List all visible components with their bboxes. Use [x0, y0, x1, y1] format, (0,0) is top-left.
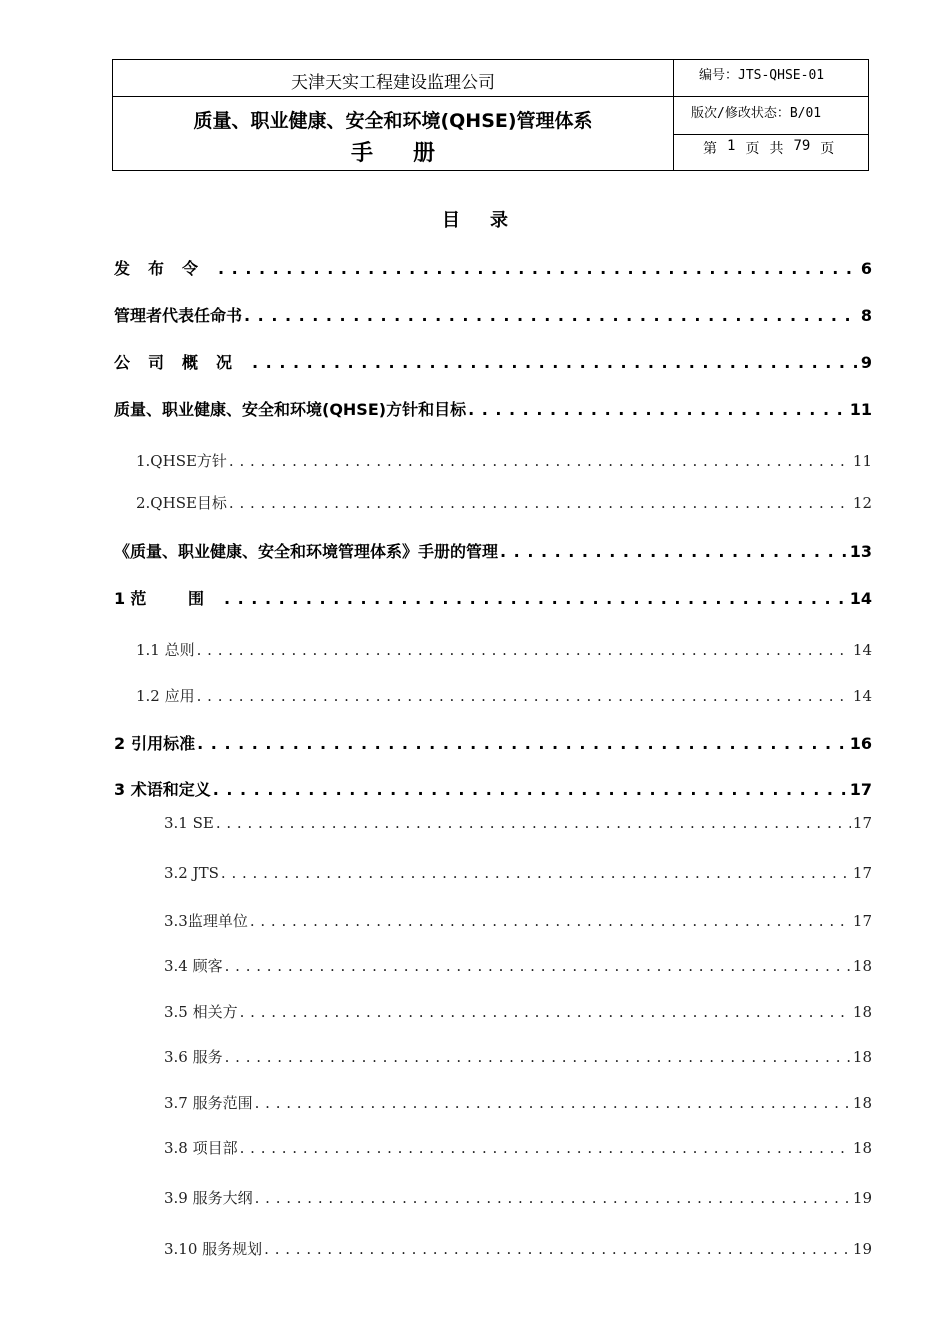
toc-page: 19 [852, 1240, 872, 1258]
toc-page: 11 [849, 400, 872, 419]
page-number: 1 [727, 138, 736, 154]
total-pages: 79 [793, 138, 811, 154]
toc-label: 公司概况 [114, 353, 251, 372]
toc-page: 18 [852, 1003, 872, 1021]
toc-leader [264, 1240, 851, 1258]
toc-number: 3 [114, 780, 126, 799]
toc-leader [225, 1048, 851, 1066]
page-info [703, 138, 863, 158]
toc-label: 引用标准 [131, 734, 196, 753]
toc-page: 13 [849, 542, 872, 561]
toc-entry[interactable] [136, 450, 872, 471]
toc-page: 19 [852, 1189, 872, 1207]
toc-entry[interactable] [114, 303, 872, 326]
toc-leader [229, 494, 851, 512]
toc-entry[interactable] [114, 350, 872, 373]
toc-label: 3.4 顾客 [164, 957, 223, 975]
toc-label: 3.5 相关方 [164, 1003, 238, 1021]
toc-label: 范 围 [130, 589, 222, 608]
toc-page: 18 [852, 1094, 872, 1112]
toc-page: 14 [852, 687, 872, 705]
toc-label: 3.7 服务范围 [164, 1094, 253, 1112]
toc-label: 2.QHSE目标 [136, 494, 227, 512]
document-version: 版次/修改状态：B/01 [691, 106, 822, 121]
toc-entry[interactable] [114, 731, 872, 754]
toc-leader [221, 864, 851, 882]
toc-page: 17 [852, 912, 872, 930]
toc-label: 1.1 总则 [136, 641, 195, 659]
toc-entry[interactable] [164, 814, 872, 832]
toc-entry[interactable] [136, 685, 872, 706]
page-prefix: 第 [703, 141, 717, 157]
toc-leader [240, 1139, 851, 1157]
toc-number: 2 [114, 734, 126, 753]
toc-label: 发布令 [114, 259, 217, 278]
toc-label: 质量、职业健康、安全和环境(QHSE)方针和目标 [114, 400, 467, 419]
toc-label: 3.8 项目部 [164, 1139, 238, 1157]
header-divider [673, 96, 868, 97]
toc-label: 1.QHSE方针 [136, 452, 227, 470]
total-prefix: 共 [769, 141, 784, 157]
toc-page: 14 [852, 641, 872, 659]
toc-page: 6 [860, 259, 872, 278]
toc-entry[interactable] [114, 539, 872, 562]
toc-label: 3.3监理单位 [164, 912, 248, 930]
header-divider [673, 60, 674, 170]
toc-leader [218, 259, 859, 278]
toc-label: 管理者代表任命书 [114, 306, 243, 325]
page-mid: 页 [745, 141, 760, 157]
header-divider [673, 134, 868, 135]
toc-label: 3.9 服务大纲 [164, 1189, 253, 1207]
total-suffix: 页 [820, 141, 835, 157]
manual-title: 手册 [350, 141, 475, 166]
toc-number: 1 [114, 589, 126, 608]
toc-leader [244, 306, 859, 325]
toc-entry[interactable] [164, 864, 872, 882]
company-name: 天津天实工程建设监理公司 [291, 73, 495, 93]
document-header-table [112, 59, 869, 171]
toc-page: 18 [852, 957, 872, 975]
toc-page: 17 [849, 780, 872, 799]
toc-title: 目录 [442, 210, 538, 231]
toc-entry[interactable] [164, 955, 872, 976]
toc-entry[interactable] [114, 586, 872, 609]
toc-leader [224, 589, 848, 608]
toc-leader [225, 957, 851, 975]
document-code: 编号：JTS-QHSE-01 [699, 68, 825, 83]
toc-label: 3.6 服务 [164, 1048, 223, 1066]
toc-entry[interactable] [164, 1187, 872, 1208]
header-divider [113, 96, 673, 97]
toc-leader [197, 687, 851, 705]
toc-entry[interactable] [164, 1092, 872, 1113]
toc-label: 《质量、职业健康、安全和环境管理体系》手册的管理 [114, 542, 499, 561]
toc-leader [255, 1094, 851, 1112]
toc-entry[interactable] [136, 492, 872, 513]
toc-entry[interactable] [164, 1046, 872, 1067]
toc-page: 17 [852, 814, 872, 832]
toc-entry[interactable] [114, 777, 872, 800]
toc-label: 3.1 SE [164, 814, 214, 832]
toc-leader [229, 452, 851, 470]
toc-page: 16 [849, 734, 872, 753]
toc-leader [468, 400, 848, 419]
toc-leader [240, 1003, 851, 1021]
system-title: 质量、职业健康、安全和环境(QHSE)管理体系 [193, 110, 593, 132]
toc-page: 9 [860, 353, 872, 372]
toc-entry[interactable] [114, 397, 872, 420]
toc-page: 12 [852, 494, 872, 512]
toc-entry[interactable] [136, 639, 872, 660]
toc-entry[interactable] [164, 910, 872, 931]
toc-page: 17 [852, 864, 872, 882]
toc-leader [213, 780, 848, 799]
toc-leader [250, 912, 851, 930]
toc-page: 11 [852, 452, 872, 470]
toc-entry[interactable] [114, 256, 872, 279]
toc-leader [255, 1189, 851, 1207]
toc-page: 18 [852, 1048, 872, 1066]
toc-leader [252, 353, 859, 372]
toc-page: 18 [852, 1139, 872, 1157]
toc-label: 术语和定义 [130, 780, 211, 799]
toc-page: 8 [860, 306, 872, 325]
toc-leader [197, 641, 851, 659]
toc-entry[interactable] [164, 1238, 872, 1259]
toc-leader [216, 814, 851, 832]
toc-entry[interactable] [164, 1137, 872, 1158]
toc-leader [197, 734, 848, 753]
toc-page: 14 [849, 589, 872, 608]
toc-label: 1.2 应用 [136, 687, 195, 705]
toc-label: 3.10 服务规划 [164, 1240, 263, 1258]
toc-leader [500, 542, 848, 561]
toc-entry[interactable] [164, 1001, 872, 1022]
toc-label: 3.2 JTS [164, 864, 219, 882]
